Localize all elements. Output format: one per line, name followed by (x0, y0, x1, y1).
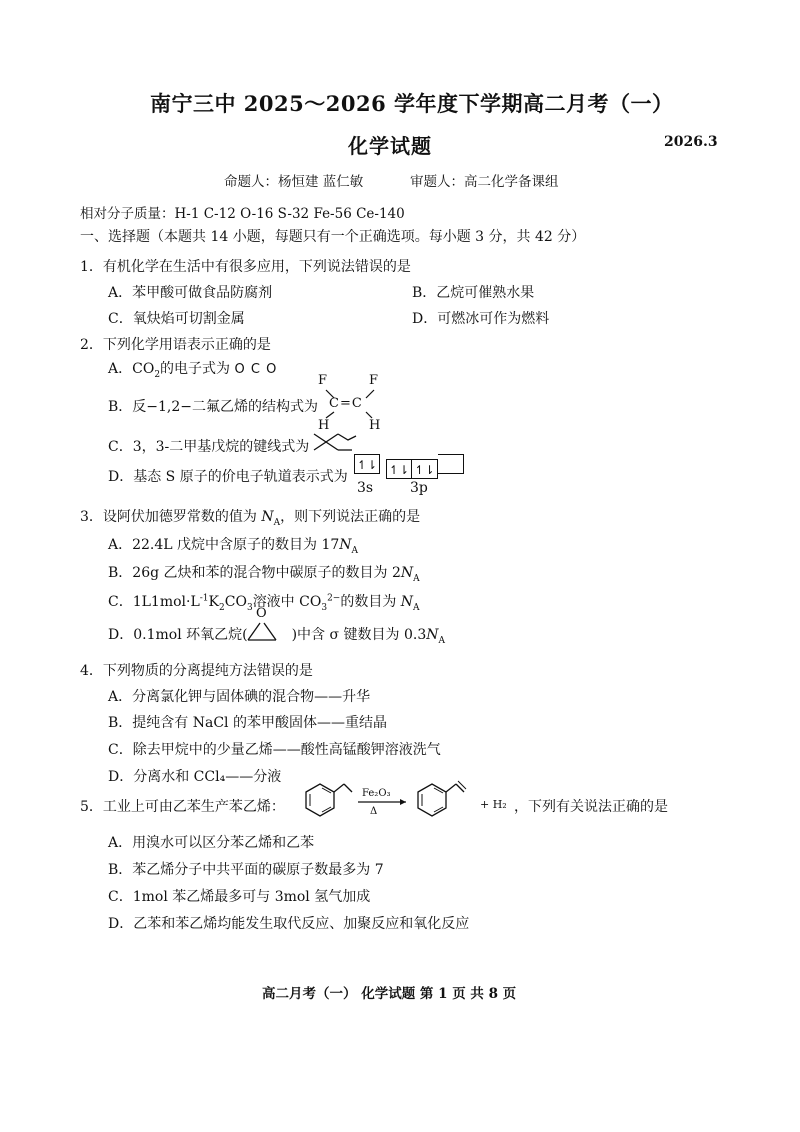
q5-catalyst: Fe₂O₃ (362, 788, 391, 799)
q2-stem: 2．下列化学用语表示正确的是 (80, 337, 271, 353)
q5-option-b: B．苯乙烯分子中共平面的碳原子数最多为 7 (108, 862, 384, 878)
q1-option-b: B．乙烷可催熟水果 (412, 285, 535, 301)
q2-a-electron-formula: O C O (234, 362, 278, 377)
q2-b-f-left: F (318, 373, 328, 388)
q3-c-na: N (400, 594, 414, 610)
q3-b-na: N (400, 565, 414, 581)
q2-b-h-right: H (369, 418, 381, 433)
q3-c-sub3: 3 (321, 602, 328, 613)
q3-c-sub1: 2 (219, 602, 225, 613)
orbital-box-3p-1: ↿⇂ (386, 459, 412, 479)
q2-b-f-right: F (369, 373, 379, 388)
q2-d-orbital-3p (386, 454, 464, 479)
q4-option-a: A．分离氯化钾与固体碘的混合物——升华 (108, 689, 371, 705)
q3-b-text: B．26g 乙炔和苯的混合物中碳原子的数目为 2 (108, 565, 401, 581)
q3-a-na-sub: A (351, 545, 359, 556)
q3-c-mid: 溶液中 CO (252, 594, 322, 610)
section-heading: 一、选择题（本题共 14 小题，每题只有一个正确选项。每小题 3 分，共 42 分） (80, 229, 586, 245)
q3-option-b (108, 562, 420, 584)
q3-option-a (108, 534, 358, 556)
q3-stem-post: ，则下列说法正确的是 (280, 509, 421, 525)
q5-option-a: A．用溴水可以区分苯乙烯和乙苯 (108, 835, 315, 851)
q3-c-sub2: 3 (246, 602, 253, 613)
q3-d-na-sub: A (438, 635, 445, 646)
q5-option-c: C．1mol 苯乙烯最多可与 3mol 氢气加成 (108, 889, 371, 905)
q3-stem-pre: 3．设阿伏加德罗常数的值为 (80, 509, 262, 525)
q2-d-orbital-3s (354, 454, 380, 474)
q5-stem-post: ，下列有关说法正确的是 (514, 799, 668, 815)
q3-na-sub: A (273, 517, 281, 528)
q2-a-subscript: 2 (154, 369, 161, 380)
q3-a-na: N (339, 537, 352, 553)
q5-reaction-diagram (286, 780, 506, 828)
q5-hydrogen: + H₂ (480, 798, 507, 811)
q3-d-pre: D．0.1mol 环氧乙烷( (108, 627, 248, 643)
q2-c-skeletal-formula (312, 430, 358, 454)
q4-option-d: D．分离水和 CCl₄——分液 (108, 769, 282, 785)
q4-option-c: C．除去甲烷中的少量乙烯——酸性高锰酸钾溶液洗气 (108, 742, 441, 758)
q2-b-double-bond: C=C (329, 396, 363, 411)
orbital-box-3p-3 (438, 454, 464, 474)
q1-option-d: D．可燃冰可作为燃料 (412, 311, 550, 327)
q3-d-post: )中含 σ 键数目为 0.3 (291, 627, 427, 643)
orbital-box-3p-2: ↿⇂ (412, 459, 438, 479)
q3-c-k: K (208, 594, 220, 610)
q2-b-h-left: H (318, 418, 330, 433)
q3-a-text: A．22.4L 戊烷中含原子的数目为 17 (108, 537, 340, 553)
q3-c-na-sub: A (413, 602, 420, 613)
q2-b-bond-lines (316, 384, 386, 424)
q3-c-sup: -1 (199, 593, 209, 604)
q3-stem (80, 506, 420, 528)
q2-option-b: B．反−1,2−二氟乙烯的结构式为 (108, 399, 319, 415)
q3-c-sup3: 2− (327, 593, 341, 604)
q3-c-post: 的数目为 (340, 594, 401, 610)
q3-na: N (261, 509, 274, 525)
q3-d-oxygen-label: O (256, 606, 267, 621)
exam-subtitle: 化学试题 (348, 134, 432, 158)
q2-a-text: 的电子式为 (160, 361, 231, 377)
q2-option-d: D．基态 S 原子的价电子轨道表示式为 (108, 469, 348, 485)
q5-option-d: D．乙苯和苯乙烯均能发生取代反应、加聚反应和氧化反应 (108, 916, 470, 932)
q5-heat: Δ (370, 806, 378, 817)
exam-reviewers: 审题人：高二化学备课组 (410, 174, 559, 190)
page-footer: 高二月考（一） 化学试题 第 1 页 共 8 页 (262, 986, 517, 1002)
relative-masses: 相对分子质量：H-1 C-12 O-16 S-32 Fe-56 Ce-140 (80, 206, 405, 222)
q2-option-c: C．3，3-二甲基戊烷的键线式为 (108, 439, 310, 455)
q3-d-epoxide-ring (244, 620, 280, 644)
q3-b-na-sub: A (413, 573, 420, 584)
q3-c-pre: C．1L1mol·L (108, 594, 200, 610)
q1-option-c: C．氧炔焰可切割金属 (108, 311, 245, 327)
q5-stem-pre: 5．工业上可由乙苯生产苯乙烯： (80, 799, 285, 815)
orbital-box-3s: ↿⇂ (354, 454, 380, 474)
q3-d-na: N (426, 627, 439, 643)
q4-stem: 4．下列物质的分离提纯方法错误的是 (80, 663, 313, 679)
q2-d-label-3s: 3s (357, 480, 374, 496)
q2-option-a (108, 358, 277, 380)
q1-option-a: A．苯甲酸可做食品防腐剂 (108, 285, 273, 301)
q4-option-b: B．提纯含有 NaCl 的苯甲酸固体——重结晶 (108, 715, 387, 731)
exam-date: 2026.3 (664, 134, 718, 150)
q2-a-prefix: A．CO (108, 361, 155, 377)
exam-authors: 命题人：杨恒建 蓝仁敏 (224, 174, 364, 190)
q3-c-co: CO (224, 594, 247, 610)
exam-title: 南宁三中 2025～2026 学年度下学期高二月考（一） (150, 91, 674, 116)
q2-d-label-3p: 3p (410, 480, 428, 496)
q1-stem: 1．有机化学在生活中有很多应用，下列说法错误的是 (80, 259, 411, 275)
